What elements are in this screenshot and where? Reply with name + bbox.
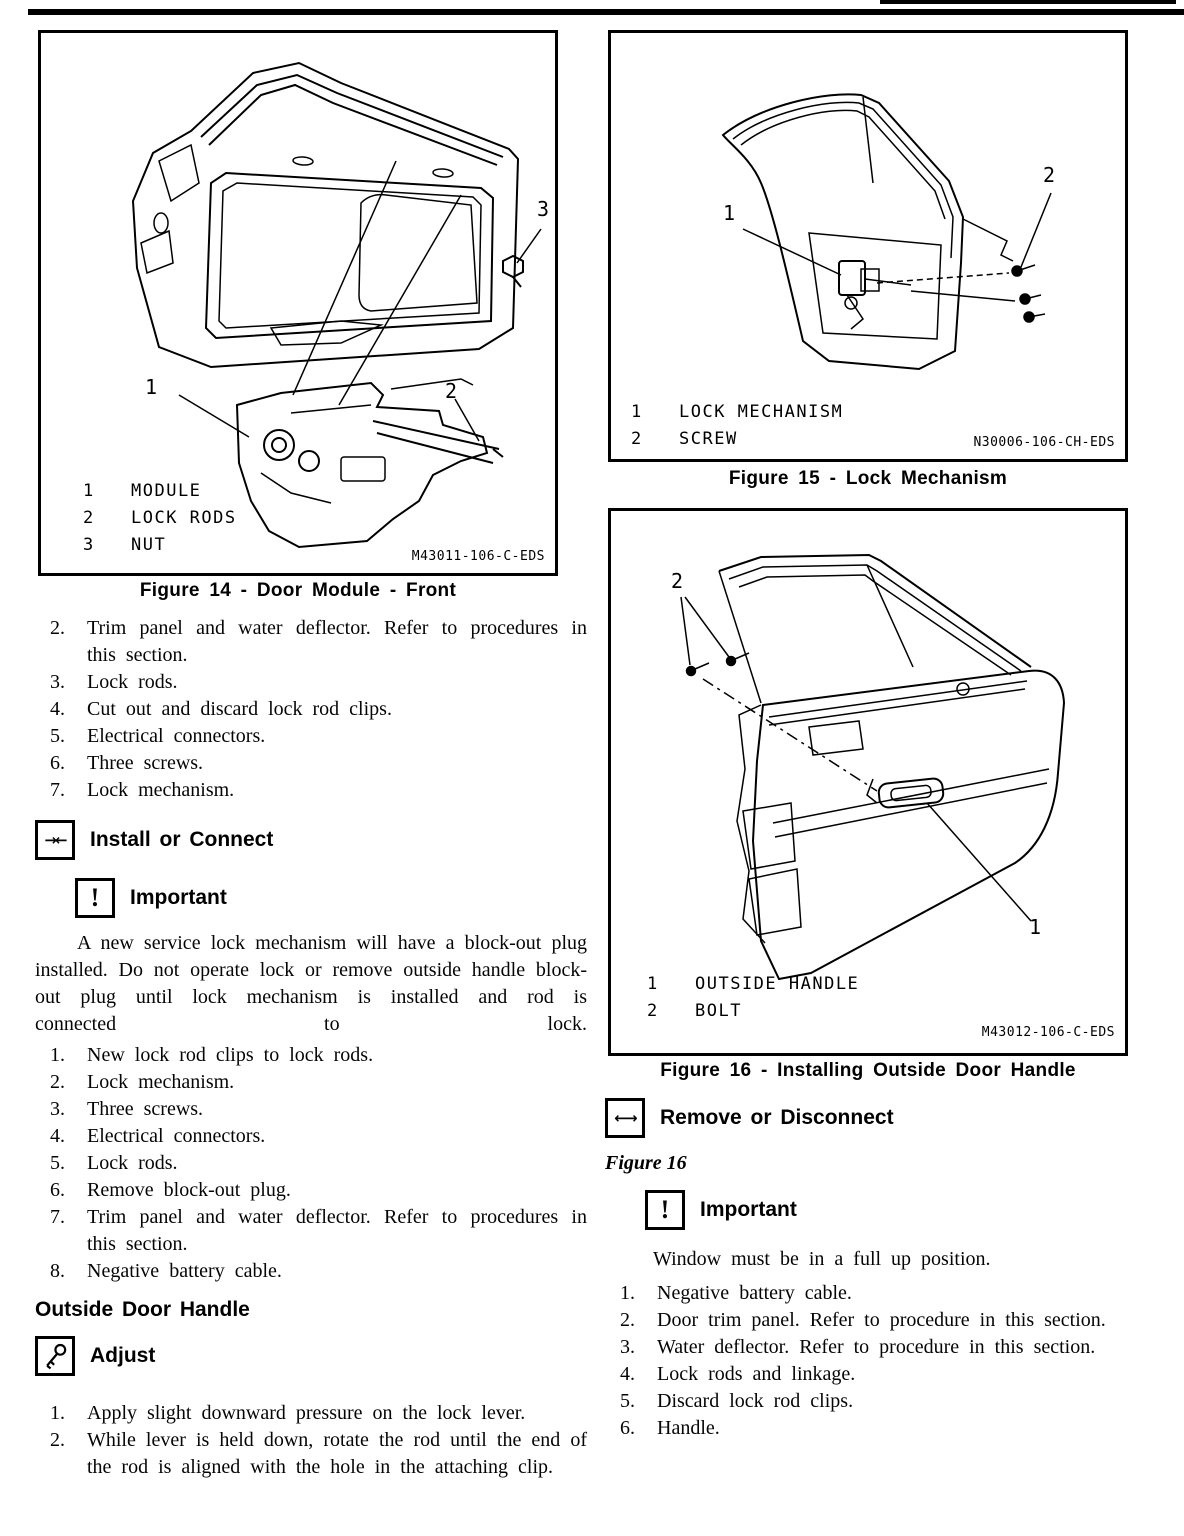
list-item-number: 2. [50,1071,65,1093]
figure-16-callout-2: 2 [671,569,684,593]
figure-16-drawing-code: M43012-106-C-EDS [981,1025,1115,1040]
legend-item-label: LOCK RODS [131,508,237,528]
list-item-text: Apply slight downward pressure on the lock lever. [87,1402,526,1424]
figure-14-callout-2: 2 [445,379,458,403]
legend-row [631,399,843,426]
list-item-number: 1. [620,1282,635,1304]
list-item-number: 6. [50,752,65,774]
list-item-number: 1. [50,1402,65,1424]
legend-item-number: 1 [83,481,95,501]
figure-15-lock-mechanism-drawing [611,33,1125,459]
list-item-text: Negative battery cable. [87,1260,282,1282]
legend-item-number: 2 [647,1001,659,1021]
figure-16-reference: Figure 16 [605,1152,687,1174]
legend-item-label: NUT [131,535,167,555]
list-item-text: Three screws. [87,752,204,774]
list-item-text: Handle. [657,1417,720,1439]
list-item-number: 5. [50,725,65,747]
figure-15-legend [631,399,843,453]
list-item-number: 3. [620,1336,635,1358]
remove-or-disconnect-section-heading [605,1098,894,1138]
legend-item-number: 1 [647,974,659,994]
list-item [35,723,587,750]
important-paragraph-right: Window must be in a full up position. [653,1248,991,1270]
outside-handle-part-drawing [867,778,944,809]
adjust-section-heading [35,1336,155,1376]
remove-or-disconnect-label: Remove or Disconnect [660,1106,894,1129]
list-item-number: 2. [620,1309,635,1331]
list-item-number: 5. [620,1390,635,1412]
list-item-text: Door trim panel. Refer to procedure in this section. [657,1309,1106,1331]
list-item [35,1042,587,1069]
figure-15-callout-1: 1 [723,201,736,225]
list-item-number: 1. [50,1044,65,1066]
list-item [35,1204,587,1258]
list-item-number: 3. [50,1098,65,1120]
remove-or-disconnect-icon [605,1098,645,1138]
list-item [35,696,587,723]
list-item-text: Lock rods and linkage. [657,1363,856,1385]
figure-15-leader-lines [743,193,1051,275]
list-item [35,750,587,777]
list-item-text: Negative battery cable. [657,1282,852,1304]
figure-16-box [608,508,1128,1056]
list-item-number: 4. [620,1363,635,1385]
figure-15-box [608,30,1128,462]
legend-item-label: BOLT [695,1001,742,1021]
list-item-text: Cut out and discard lock rod clips. [87,698,392,720]
legend-row [83,478,237,505]
legend-row [647,971,859,998]
legend-item-number: 3 [83,535,95,555]
list-item-number: 4. [50,1125,65,1147]
left-install-steps-list [35,1042,587,1285]
list-item [605,1334,1173,1361]
list-item-text: Discard lock rod clips. [657,1390,854,1412]
legend-row [83,532,237,559]
list-item [605,1361,1173,1388]
legend-row [631,426,843,453]
door-module-part-drawing [237,379,503,547]
left-adjust-steps-list [35,1400,587,1481]
left-remove-steps-list [35,615,587,804]
adjust-key-icon [35,1336,75,1376]
figure-14-caption: Figure 14 - Door Module - Front [139,580,457,601]
list-item-text: Electrical connectors. [87,1125,266,1147]
list-item [605,1280,1173,1307]
list-item [35,1123,587,1150]
figure-15-drawing-code: N30006-106-CH-EDS [973,435,1115,450]
legend-item-label: MODULE [131,481,202,501]
important-section-heading-right [645,1190,797,1230]
list-item-text: Trim panel and water deflector. Refer to procedures in this section. [87,617,587,666]
list-item-text: Lock mechanism. [87,1071,235,1093]
list-item-number: 2. [50,1429,65,1451]
legend-item-number: 2 [83,508,95,528]
list-item-number: 2. [50,617,65,639]
list-item-number: 6. [620,1417,635,1439]
list-item [35,1400,587,1427]
arrows-toward-icon-glyph: →← [44,830,66,849]
figure-15-caption: Figure 15 - Lock Mechanism [728,468,1008,489]
list-item [605,1388,1173,1415]
figure-14-box [38,30,558,576]
outside-door-handle-heading: Outside Door Handle [35,1298,250,1321]
list-item [35,615,587,669]
list-item [35,777,587,804]
list-item [35,1069,587,1096]
list-item-text: Lock rods. [87,671,178,693]
figure-16-legend [647,971,859,1025]
figure-16-callout-1: 1 [1029,915,1042,939]
list-item-text: Three screws. [87,1098,204,1120]
important-paragraph-left: A new service lock mechanism will have a block-out plug installed. Do not operate lock or remove outside handle block-out plug until lock mechanism is installed and rod is connected to lock. [35,932,587,1035]
exclamation-icon-glyph: ! [660,1195,670,1224]
list-item [605,1415,1173,1442]
figure-14-drawing-code: M43011-106-C-EDS [411,549,545,564]
figure-14-callout-3: 3 [537,197,550,221]
legend-item-number: 1 [631,402,643,422]
list-item-number: 4. [50,698,65,720]
install-or-connect-label: Install or Connect [90,828,274,851]
list-item-text: Lock mechanism. [87,779,235,801]
page-top-rule [28,9,1184,15]
lock-mechanism-part-drawing [839,261,911,329]
right-remove-steps-list [605,1280,1173,1442]
install-or-connect-icon [35,820,75,860]
list-item-number: 7. [50,779,65,801]
list-item-text: Remove block-out plug. [87,1179,291,1201]
legend-row [83,505,237,532]
list-item-number: 3. [50,671,65,693]
list-item-number: 5. [50,1152,65,1174]
list-item [35,1258,587,1285]
important-icon [645,1190,685,1230]
list-item-number: 6. [50,1179,65,1201]
important-icon [75,878,115,918]
exclamation-icon-glyph: ! [90,883,100,912]
list-item-text: While lever is held down, rotate the rod until the end of the rod is aligned with the hole in the attaching clip. [87,1429,587,1478]
list-item [35,1427,587,1481]
legend-item-label: LOCK MECHANISM [679,402,844,422]
key-icon-drawing [40,1341,70,1371]
list-item-number: 7. [50,1206,65,1228]
install-or-connect-section-heading [35,820,273,860]
legend-item-label: OUTSIDE HANDLE [695,974,860,994]
important-label: Important [130,886,227,909]
figure-14-legend [83,478,237,559]
arrows-apart-icon-glyph: ←→ [614,1108,636,1127]
figure-14-callout-1: 1 [145,375,158,399]
list-item [35,1096,587,1123]
figure-16-caption: Figure 16 - Installing Outside Door Handle [660,1060,1076,1081]
list-item [35,1150,587,1177]
page-header-cropped-text-fragment [880,0,1176,4]
figure-15-callout-2: 2 [1043,163,1056,187]
list-item-number: 8. [50,1260,65,1282]
rear-door-drawing [723,94,1013,369]
list-item-text: Electrical connectors. [87,725,266,747]
adjust-label: Adjust [90,1344,156,1367]
list-item [35,1177,587,1204]
list-item [605,1307,1173,1334]
legend-item-number: 2 [631,429,643,449]
list-item-text: Water deflector. Refer to procedure in this section. [657,1336,1096,1358]
list-item [35,669,587,696]
legend-item-label: SCREW [679,429,738,449]
important-label: Important [700,1198,797,1221]
figure-16-leader-lines [681,597,1031,921]
legend-row [647,998,859,1025]
front-door-exterior-drawing [719,555,1064,979]
nut-part-drawing [503,256,523,287]
list-item-text: Trim panel and water deflector. Refer to procedures in this section. [87,1206,587,1255]
list-item-text: Lock rods. [87,1152,178,1174]
important-section-heading-left [75,878,227,918]
list-item-text: New lock rod clips to lock rods. [87,1044,374,1066]
